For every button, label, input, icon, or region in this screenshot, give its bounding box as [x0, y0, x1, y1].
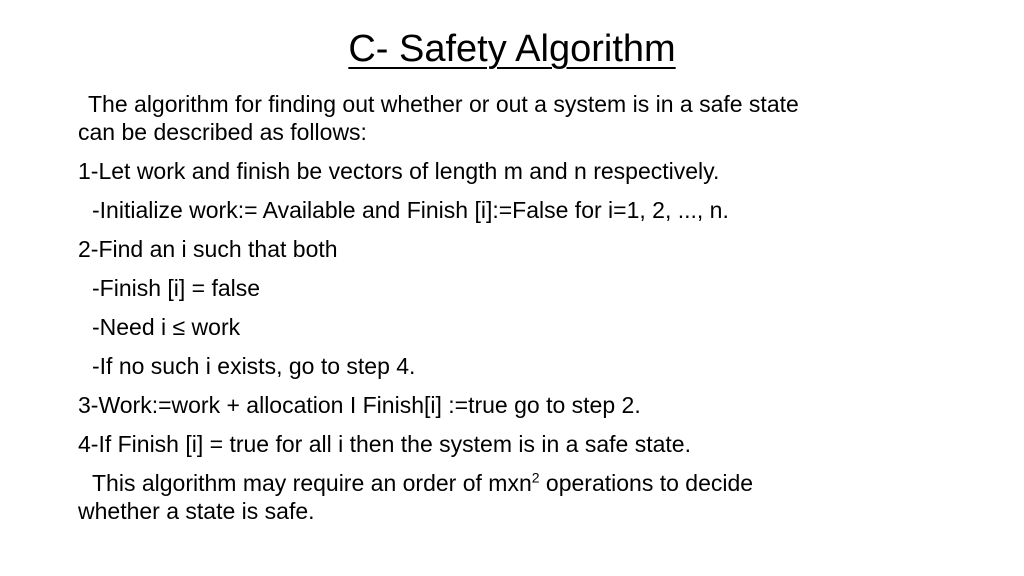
step-2-sub-finish: -Finish [i] = false [92, 275, 261, 301]
step-3: 3-Work:=work + allocation I Finish[i] :=true go to step 2. [78, 392, 641, 418]
closing-line-2: whether a state is safe. [78, 498, 315, 524]
intro-line-2: can be described as follows: [78, 119, 367, 145]
closing-superscript: 2 [531, 469, 540, 486]
step-4: 4-If Finish [i] = true for all i then the system is in a safe state. [78, 431, 691, 457]
step-2-sub-need: -Need i ≤ work [92, 314, 241, 340]
step-2-sub-noexist: -If no such i exists, go to step 4. [92, 353, 416, 379]
slide-body [78, 90, 968, 525]
intro-line-1: The algorithm for finding out whether or out a system is in a safe state [88, 91, 799, 117]
step-2: 2-Find an i such that both [78, 236, 338, 262]
closing-line-1 [78, 469, 968, 497]
closing-text-rest: operations to decide [539, 470, 754, 496]
closing-text: This algorithm may require an order of mxn [92, 470, 532, 496]
step-1-sub: -Initialize work:= Available and Finish [i]:=False for i=1, 2, ..., n. [92, 197, 729, 223]
step-1: 1-Let work and finish be vectors of length m and n respectively. [78, 158, 720, 184]
slide-title: C- Safety Algorithm [348, 28, 676, 70]
